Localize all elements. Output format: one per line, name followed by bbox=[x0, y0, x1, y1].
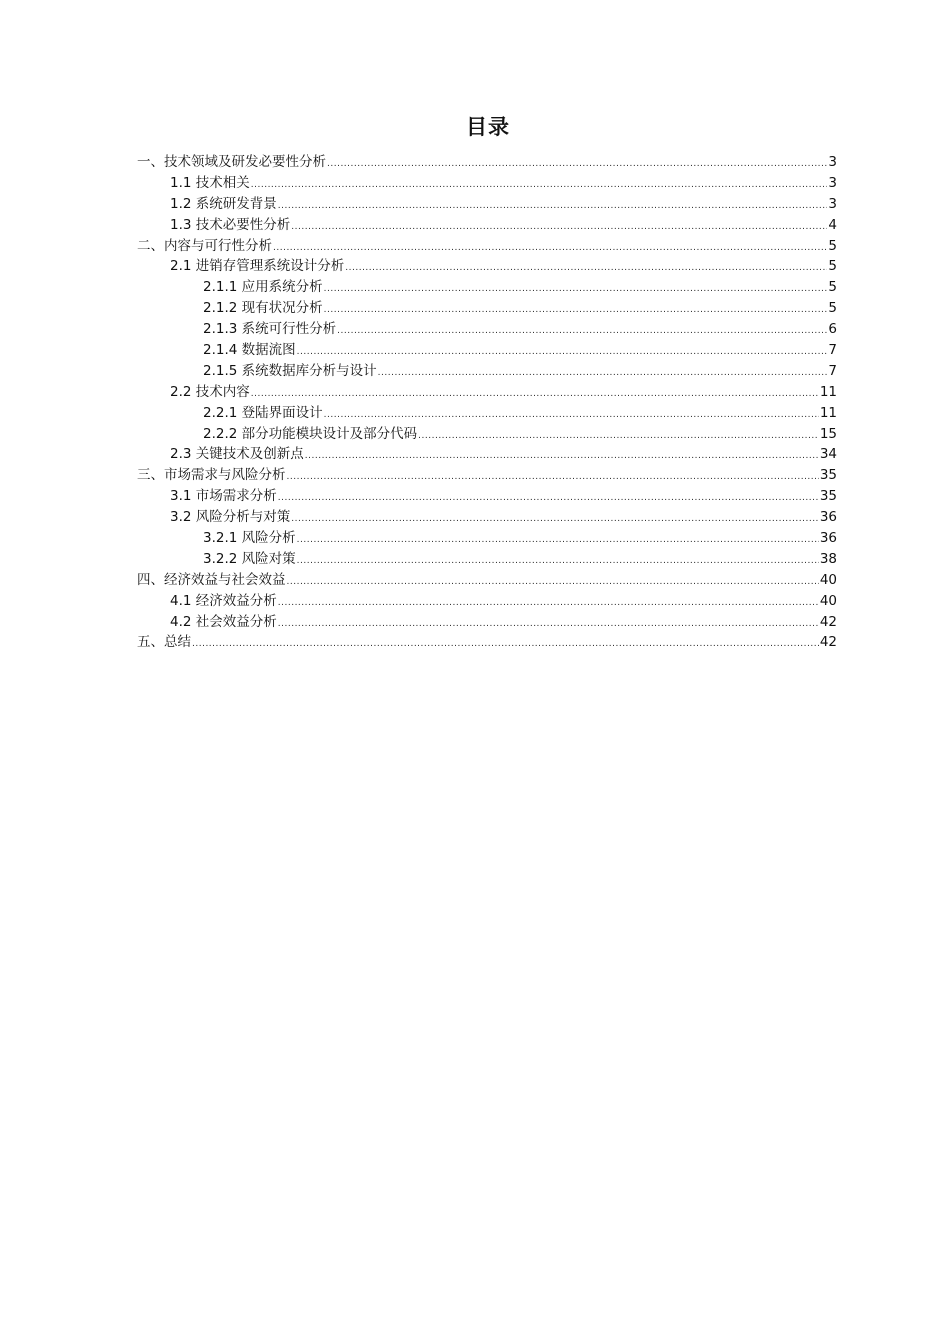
toc-entry[interactable] bbox=[137, 570, 837, 591]
toc-entry-page-number: 3 bbox=[828, 174, 837, 191]
toc-dot-leader bbox=[273, 238, 827, 259]
toc-entry-title: 四、经济效益与社会效益 bbox=[137, 571, 286, 588]
toc-entry[interactable] bbox=[137, 236, 837, 257]
toc-entry[interactable] bbox=[137, 152, 837, 173]
toc-entry-page-number: 42 bbox=[819, 613, 837, 630]
toc-entry-title: 4.2 社会效益分析 bbox=[170, 613, 277, 630]
toc-entry-page-number: 11 bbox=[819, 404, 837, 421]
toc-entry[interactable] bbox=[137, 528, 837, 549]
toc-entry[interactable] bbox=[137, 612, 837, 633]
toc-entry-page-number: 5 bbox=[828, 237, 837, 254]
toc-dot-leader bbox=[297, 551, 819, 572]
toc-entry-page-number: 34 bbox=[819, 446, 837, 463]
toc-entry[interactable] bbox=[137, 591, 837, 612]
toc-entry-page-number: 36 bbox=[819, 530, 837, 547]
toc-entry-page-number: 3 bbox=[828, 154, 837, 170]
toc-entry-title: 五、总结 bbox=[137, 634, 191, 651]
toc-entry[interactable] bbox=[137, 486, 837, 507]
toc-entry-page-number: 7 bbox=[828, 342, 837, 359]
toc-entry-title: 3.2 风险分析与对策 bbox=[170, 509, 291, 526]
toc-entry-title: 2.1.3 系统可行性分析 bbox=[203, 321, 337, 338]
toc-dot-leader bbox=[278, 196, 828, 217]
toc-dot-leader bbox=[287, 572, 819, 593]
toc-entry-page-number: 35 bbox=[819, 467, 837, 484]
toc-dot-leader bbox=[337, 321, 827, 342]
toc-entry-page-number: 5 bbox=[828, 300, 837, 317]
toc-dot-leader bbox=[291, 509, 819, 530]
toc-dot-leader bbox=[297, 342, 828, 363]
toc-entry[interactable] bbox=[137, 632, 837, 653]
toc-dot-leader bbox=[251, 175, 828, 196]
toc-entry[interactable] bbox=[137, 361, 837, 382]
toc-dot-leader bbox=[324, 405, 819, 426]
toc-entry-page-number: 35 bbox=[819, 488, 837, 505]
toc-entry-page-number: 42 bbox=[819, 634, 837, 651]
toc-entry[interactable] bbox=[137, 549, 837, 570]
toc-dot-leader bbox=[192, 634, 819, 655]
toc-entry[interactable] bbox=[137, 340, 837, 361]
toc-entry-title: 三、市场需求与风险分析 bbox=[137, 467, 286, 484]
toc-entry[interactable] bbox=[137, 256, 837, 277]
toc-entry-title: 2.2.1 登陆界面设计 bbox=[203, 404, 323, 421]
toc-entry-title: 2.1.5 系统数据库分析与设计 bbox=[203, 362, 377, 379]
toc-entry-page-number: 5 bbox=[828, 258, 837, 275]
toc-entry-page-number: 40 bbox=[819, 571, 837, 588]
toc-entry-page-number: 38 bbox=[819, 550, 837, 567]
toc-title: 目录 bbox=[466, 115, 510, 139]
toc-entry-title: 3.1 市场需求分析 bbox=[170, 488, 277, 505]
toc-dot-leader bbox=[251, 384, 819, 405]
toc-entry-title: 2.1 进销存管理系统设计分析 bbox=[170, 258, 345, 275]
toc-entry[interactable] bbox=[137, 215, 837, 236]
toc-entry-page-number: 6 bbox=[828, 321, 837, 338]
toc-entry[interactable] bbox=[137, 403, 837, 424]
toc-entry-title: 2.2.2 部分功能模块设计及部分代码 bbox=[203, 425, 418, 442]
toc-entry-page-number: 3 bbox=[828, 195, 837, 212]
toc-entry-title: 1.2 系统研发背景 bbox=[170, 195, 277, 212]
toc-entry-title: 二、内容与可行性分析 bbox=[137, 237, 272, 254]
toc-entry-page-number: 11 bbox=[819, 383, 837, 400]
toc-entry-title: 2.3 关键技术及创新点 bbox=[170, 446, 304, 463]
toc-dot-leader bbox=[305, 446, 819, 467]
toc-entry[interactable] bbox=[137, 194, 837, 215]
toc-entry[interactable] bbox=[137, 444, 837, 465]
toc-entry-page-number: 36 bbox=[819, 509, 837, 526]
toc-dot-leader bbox=[324, 279, 828, 300]
toc-entry-title: 2.1.4 数据流图 bbox=[203, 342, 296, 359]
toc-entry-title: 1.1 技术相关 bbox=[170, 174, 250, 191]
toc-dot-leader bbox=[297, 530, 819, 551]
toc-entry-title: 一、技术领域及研发必要性分析 bbox=[137, 154, 326, 170]
toc-entry[interactable] bbox=[137, 424, 837, 445]
toc-dot-leader bbox=[378, 363, 828, 384]
toc-entry-page-number: 40 bbox=[819, 592, 837, 609]
toc-entry-title: 3.2.2 风险对策 bbox=[203, 550, 296, 567]
toc-dot-leader bbox=[287, 467, 819, 488]
toc-entry-title: 1.3 技术必要性分析 bbox=[170, 216, 291, 233]
toc-entry[interactable] bbox=[137, 277, 837, 298]
toc-dot-leader bbox=[418, 426, 819, 447]
toc-entry-page-number: 15 bbox=[819, 425, 837, 442]
toc-entry[interactable] bbox=[137, 319, 837, 340]
toc-dot-leader bbox=[278, 614, 819, 635]
toc-entry-title: 2.1.2 现有状况分析 bbox=[203, 300, 323, 317]
toc-dot-leader bbox=[327, 154, 827, 175]
toc-entry-title: 2.2 技术内容 bbox=[170, 383, 250, 400]
toc-dot-leader bbox=[291, 217, 827, 238]
toc-entry[interactable] bbox=[137, 507, 837, 528]
toc-entry-title: 4.1 经济效益分析 bbox=[170, 592, 277, 609]
toc-entry[interactable] bbox=[137, 173, 837, 194]
toc-entry-title: 2.1.1 应用系统分析 bbox=[203, 279, 323, 296]
toc-dot-leader bbox=[278, 593, 819, 614]
toc-entry[interactable] bbox=[137, 298, 837, 319]
toc-entry[interactable] bbox=[137, 382, 837, 403]
toc-entry-page-number: 5 bbox=[828, 279, 837, 296]
toc-entry-title: 3.2.1 风险分析 bbox=[203, 530, 296, 547]
toc-entry[interactable] bbox=[137, 465, 837, 486]
table-of-contents bbox=[137, 152, 837, 653]
toc-dot-leader bbox=[324, 300, 828, 321]
toc-dot-leader bbox=[345, 258, 827, 279]
toc-dot-leader bbox=[278, 488, 819, 509]
toc-entry-page-number: 7 bbox=[828, 362, 837, 379]
toc-entry-page-number: 4 bbox=[828, 216, 837, 233]
